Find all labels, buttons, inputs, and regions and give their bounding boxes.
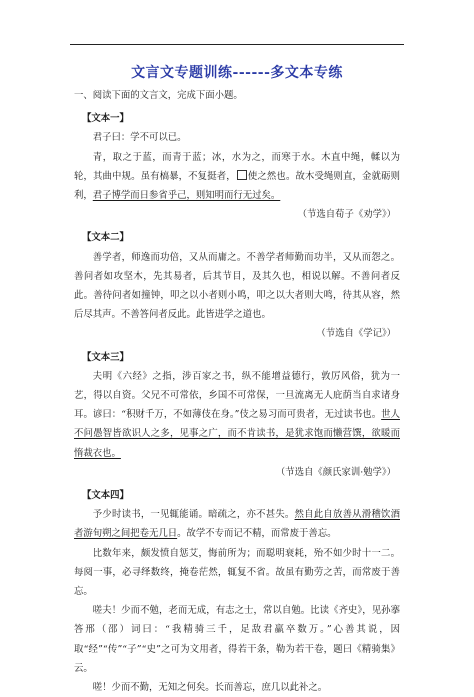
passage-1-para-1: 君子曰：学不可以已。 — [92, 132, 187, 144]
passage-1-underlined: 君子博学而日参省乎己，则知明而行无过矣。 — [92, 190, 281, 202]
section-label-1: 【文本一】 — [82, 113, 129, 125]
passage-3-underlined: 世人不问愚智皆欲识人之多，见事之广，而不肯读书，是犹求饱而懒营馔，欲暖而惰裁衣也。 — [74, 409, 400, 459]
passage-1-para-2 — [74, 148, 400, 206]
section-label-4: 【文本四】 — [82, 490, 129, 502]
passage-4-text-b: 。故学不专而记不精，而常废于善忘。 — [177, 528, 337, 540]
passage-1-text-a: 青，取之于蓝，而青于蓝；冰，水为之，而寒于水。木直中绳，輮以为轮，其曲中规。虽有槁暴，不复挺者， — [74, 151, 400, 182]
page-title: 文言文专题训练------多文本专练 — [131, 65, 343, 81]
passage-3-text-a: 夫明《六经》之指，涉百家之书，纵不能增益德行，敦厉风俗，犹为一艺，得以自资。父兄不可常依，乡国不可常保，一旦流离无人庇荫当自求诸身耳。谚曰：“积财千万，不如薄伎在身。”伎之易习而可贵者，无过读书也。 — [74, 370, 400, 421]
passage-4-text-a: 予少时读书，一见辄能诵。暗疏之，亦不甚失。 — [92, 509, 295, 521]
passage-4-para-2: 比数年来，颇发愤自惩艾，悔前所为；而聪明衰耗，殆不如少时十一二。每阅一事，必寻绎数终，掩卷茫然，辄复不省。故虽有勤劳之苦，而常废于善忘。 — [74, 547, 400, 598]
blank-box-icon — [237, 170, 247, 180]
section-label-3: 【文本三】 — [82, 351, 129, 363]
section-label-2: 【文本二】 — [82, 232, 129, 244]
passage-2-source: （节选自《学记》） — [316, 328, 396, 340]
passage-4-underlined: 然自此自放善从滑稽饮酒者游旬朔之间把卷无几日 — [74, 509, 400, 540]
passage-4-para-3: 嗟夫！少而不勉，老而无成，有志之士，常以自勉。比读《齐史》，见孙搴答邢（邵）词曰：“我精骑三千，足敌君羸卒数万。”心善其说，因取“经”“传”“子”“史”之可为文用者，得若干条，勒为若干卷，题曰《精骑集》云。 — [74, 605, 400, 674]
passage-4-para-1 — [74, 505, 400, 543]
passage-3-source: （节选自《颜氏家训·勉学》） — [275, 466, 396, 478]
passage-1-text-b: 使之然也。故木受绳则直，金就砺则利， — [74, 170, 400, 202]
question-instruction: 一、阅读下面的文言文，完成下面小题。 — [74, 90, 243, 101]
document-body — [74, 86, 400, 697]
passage-1-source: （节选自荀子《劝学》） — [297, 209, 396, 221]
passage-4-para-4: 嗟！少而不勤，无知之何矣。长而善忘，庶几以此补之。 — [92, 682, 328, 694]
passage-2-text: 善学者，师逸而功倍，又从而庸之。不善学者师勤而功半，又从而怨之。善问者如攻坚木，先其易者，后其节目，及其久也，相说以解。不善问者反此。善待问者如撞钟，叩之以小者则小鸣，叩之以大者则大鸣，待其从容，然后尽其声。不善答问者反此。此皆进学之道也。 — [74, 251, 400, 321]
passage-3-text — [74, 367, 400, 463]
header-rule — [70, 44, 404, 45]
